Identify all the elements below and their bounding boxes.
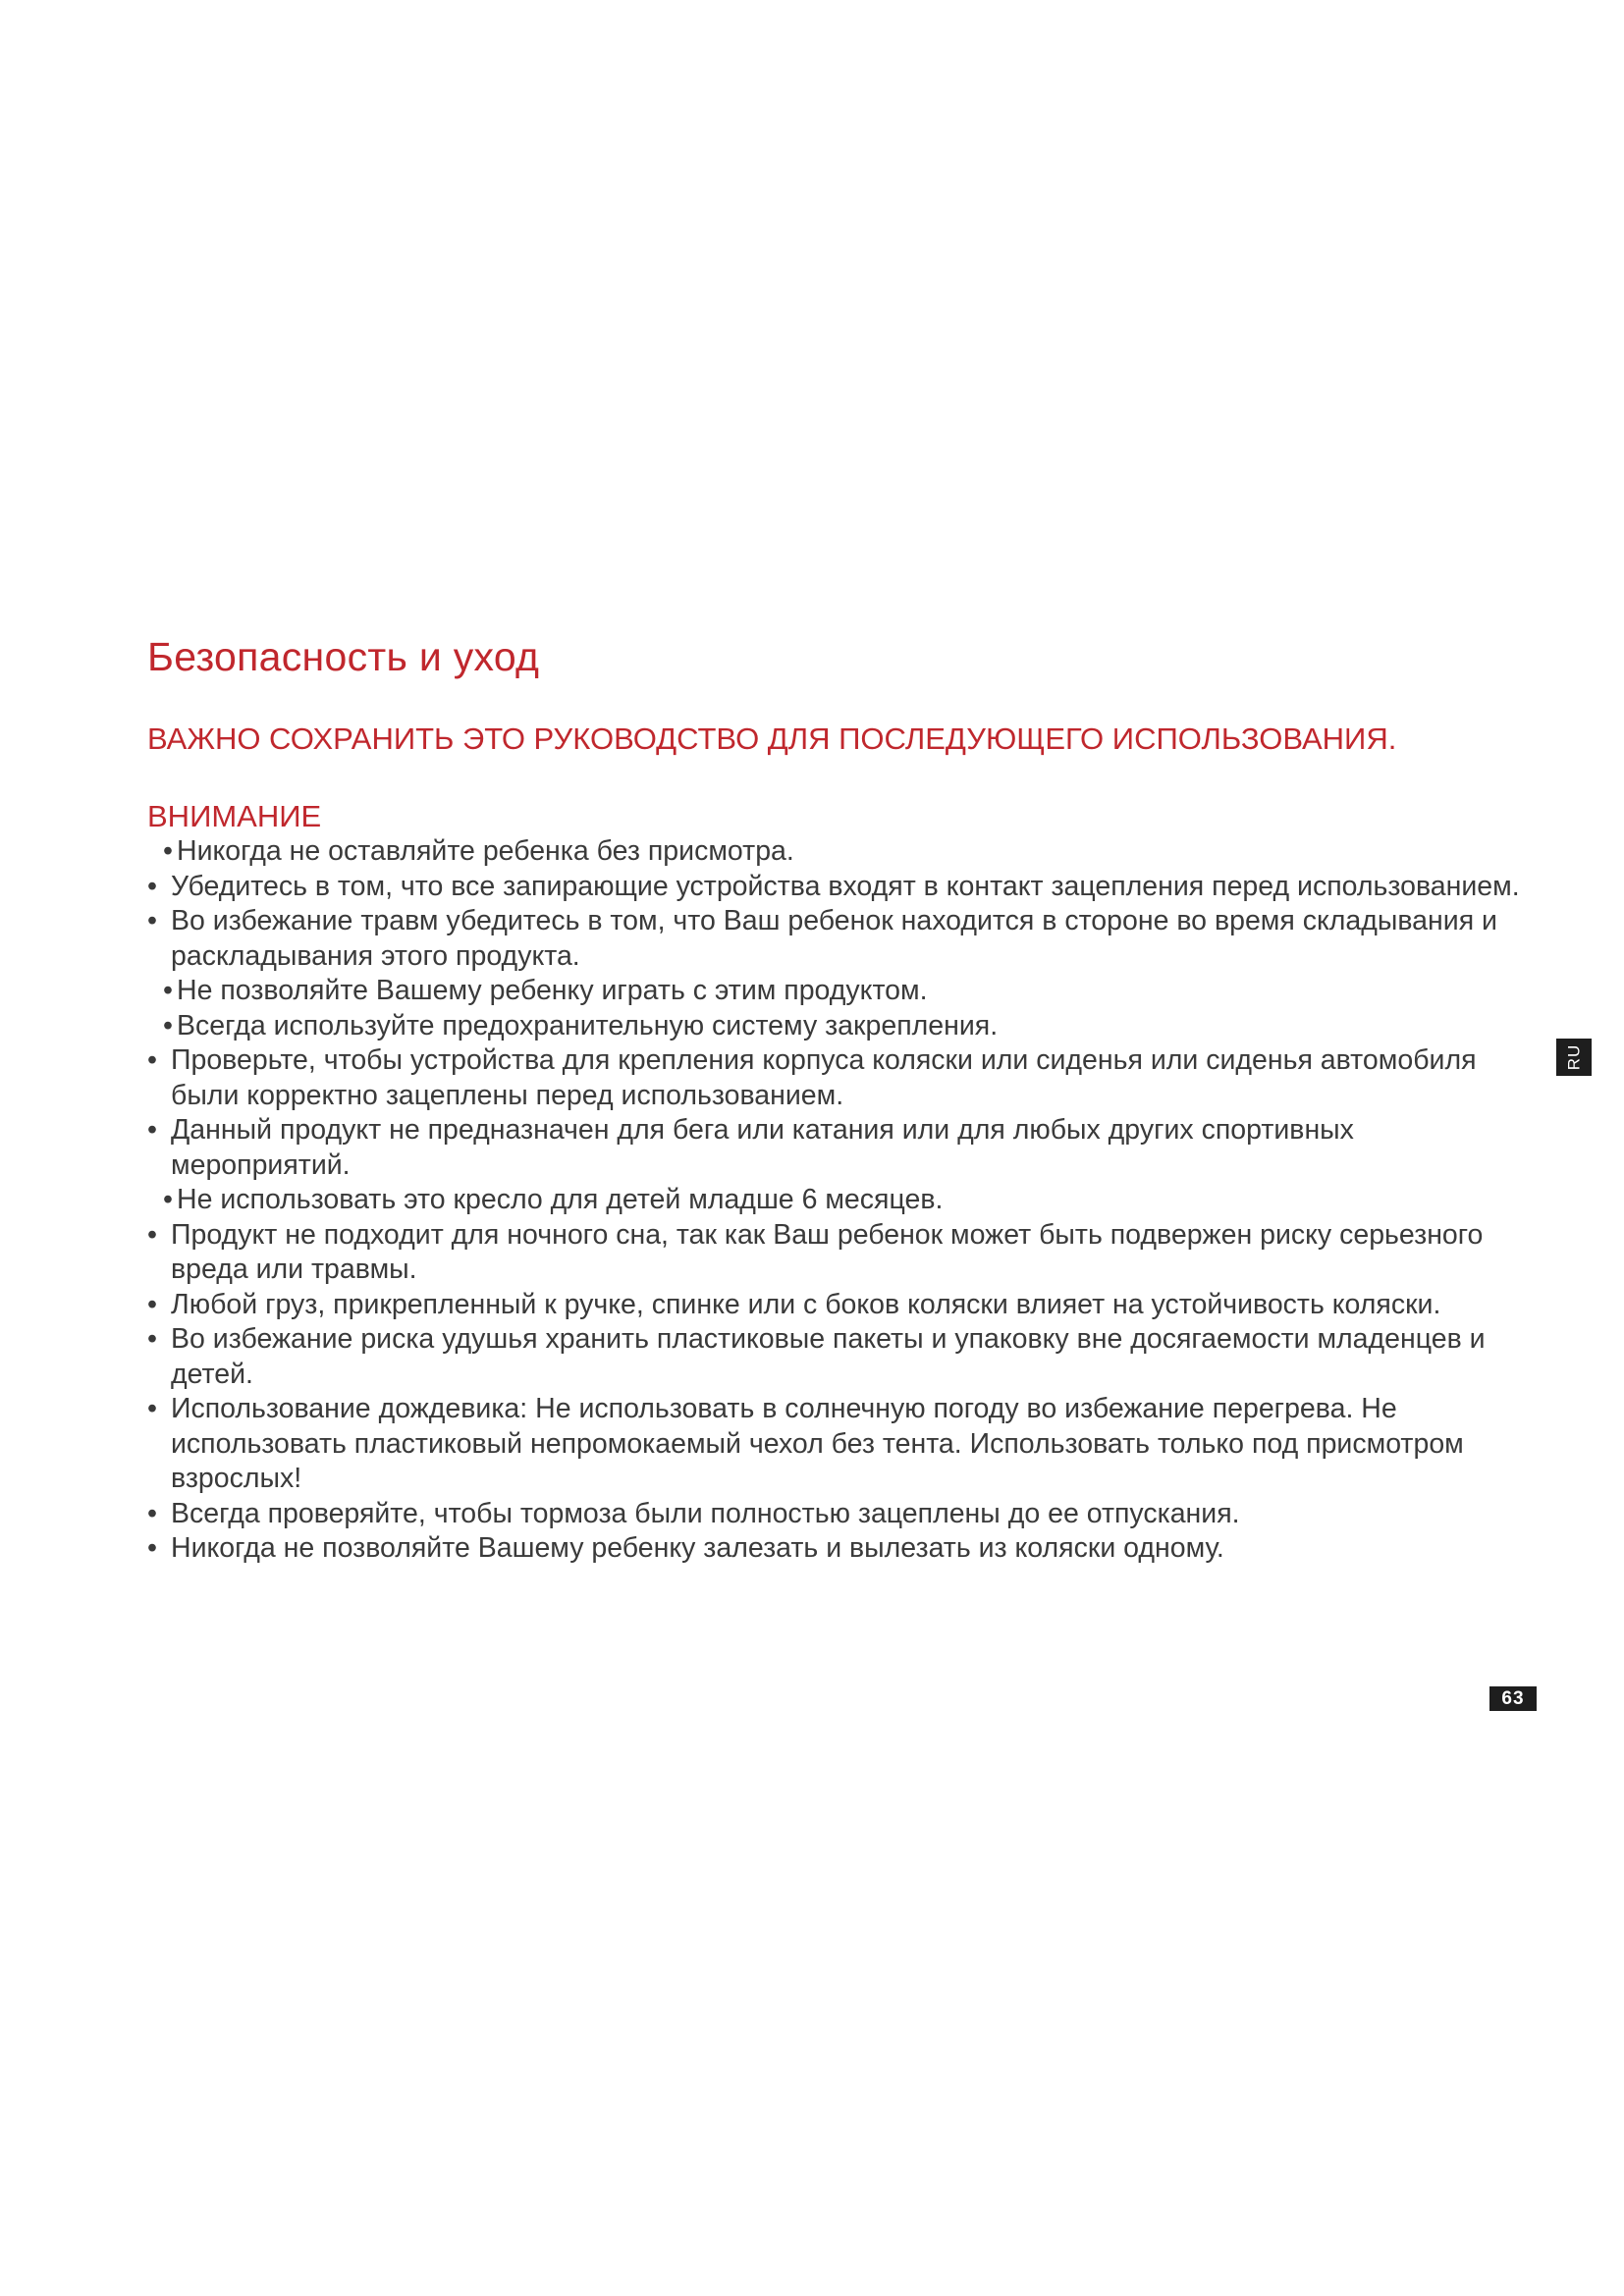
bullet-icon: • (147, 1288, 157, 1320)
bullet-icon: • (163, 975, 173, 1006)
warning-text: Данный продукт не предназначен для бега или катания или для любых других спортивных мероприятий. (171, 1114, 1354, 1181)
bullet-icon: • (147, 1114, 157, 1146)
warning-list (147, 834, 1522, 1567)
warning-heading: ВНИМАНИЕ (147, 799, 322, 833)
warning-item (147, 870, 1522, 905)
warning-item (147, 1497, 1522, 1532)
warning-item (147, 1288, 1522, 1323)
warning-item (147, 1043, 1522, 1113)
warning-item (147, 974, 1522, 1009)
bullet-icon: • (147, 1044, 157, 1076)
warning-text: Не позволяйте Вашему ребенку играть с этим продуктом. (177, 975, 928, 1006)
warning-item (147, 1392, 1522, 1497)
page-number: 63 (1489, 1686, 1537, 1711)
bullet-icon: • (147, 1532, 157, 1564)
warning-text: Проверьте, чтобы устройства для крепления корпуса коляски или сиденья или сиденья автомобиля были корректно зацеплены перед использованием. (171, 1044, 1477, 1111)
warning-text: Во избежание риска удушья хранить пластиковые пакеты и упаковку вне досягаемости младенцев и детей. (171, 1323, 1486, 1390)
bullet-icon: • (147, 1497, 157, 1529)
warning-text: Всегда проверяйте, чтобы тормоза были полностью зацеплены до ее отпускания. (171, 1497, 1240, 1529)
warning-item (147, 1009, 1522, 1044)
warning-text: Использование дождевика: Не использовать в солнечную погоду во избежание перегрева. Не использовать пластиковый непромокаемый чехол без тента. Использовать только под присмотром взрослых! (171, 1393, 1464, 1494)
bullet-icon: • (147, 1393, 157, 1424)
bullet-icon: • (163, 1009, 173, 1041)
warning-item (147, 904, 1522, 974)
warning-item (147, 1183, 1522, 1218)
warning-text: Не использовать это кресло для детей младше 6 месяцев. (177, 1184, 944, 1215)
warning-item (147, 1322, 1522, 1392)
warning-text: Никогда не оставляйте ребенка без присмотра. (177, 835, 794, 867)
warning-text: Любой груз, прикрепленный к ручке, спинке или с боков коляски влияет на устойчивость коляски. (171, 1288, 1441, 1320)
bullet-icon: • (147, 1323, 157, 1355)
warning-text: Во избежание травм убедитесь в том, что Ваш ребенок находится в стороне во время складывания и раскладывания этого продукта. (171, 905, 1497, 972)
warning-text: Никогда не позволяйте Вашему ребенку залезать и вылезать из коляски одному. (171, 1532, 1224, 1564)
language-tab (1556, 1039, 1592, 1076)
warning-item (147, 1531, 1522, 1567)
warning-text: Всегда используйте предохранительную систему закрепления. (177, 1009, 999, 1041)
warning-text: Продукт не подходит для ночного сна, так как Ваш ребенок может быть подвержен риску серьезного вреда или травмы. (171, 1218, 1484, 1285)
bullet-icon: • (147, 870, 157, 902)
bullet-icon: • (147, 905, 157, 936)
bullet-icon: • (147, 1218, 157, 1251)
important-note: ВАЖНО СОХРАНИТЬ ЭТО РУКОВОДСТВО ДЛЯ ПОСЛЕДУЮЩЕГО ИСПОЛЬЗОВАНИЯ. (147, 721, 1397, 756)
warning-item (147, 1218, 1522, 1288)
bullet-icon: • (163, 1184, 173, 1215)
warning-item (147, 1113, 1522, 1183)
bullet-icon: • (163, 835, 173, 867)
warning-item (147, 834, 1522, 870)
warning-text: Убедитесь в том, что все запирающие устройства входят в контакт зацепления перед использованием. (171, 870, 1520, 902)
page-title: Безопасность и уход (147, 634, 540, 679)
language-code: RU (1564, 1043, 1583, 1071)
